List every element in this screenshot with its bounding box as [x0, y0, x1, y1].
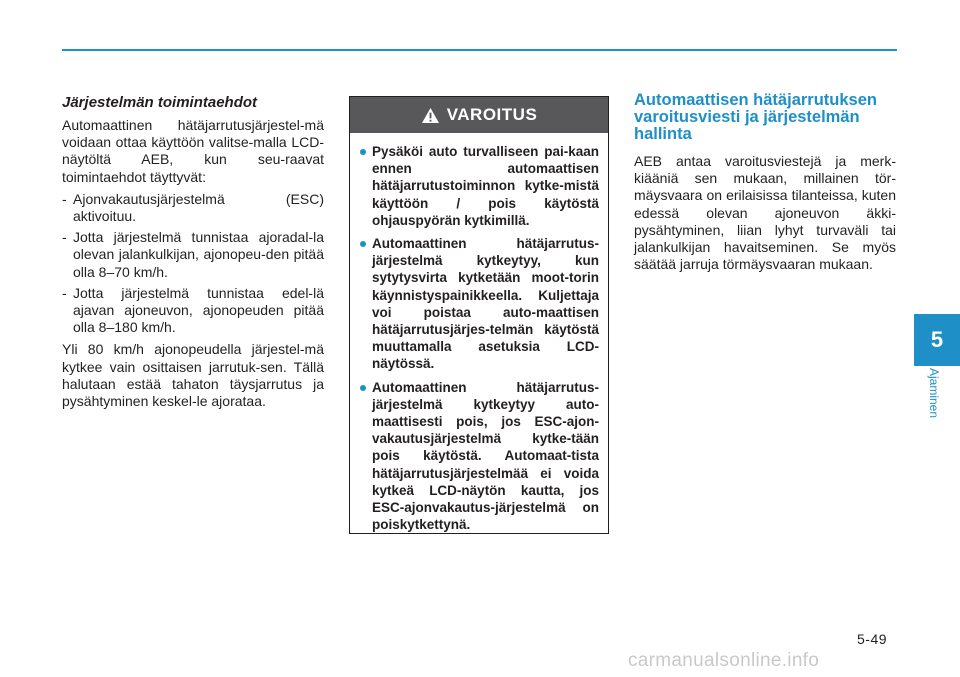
warning-item: Automaattinen hätäjarrutus-järjestelmä kytkeytyy auto-maattisesti pois, jos ESC-ajon-vakautusjärjestelmä kytke-tään pois käytöstä. Automaat-tista hätäjarrutusjärjestelmää ei voida kytkeä LCD-näytön kautta, jos ESC-ajonvakautus-järjestelmä on poiskytkettynä.: [360, 379, 599, 534]
watermark: carmanualsonline.info: [628, 650, 820, 671]
warning-item: Automaattinen hätäjarrutus-järjestelmä kytkeytyy, kun sytytysvirta kytketään moot-torin käynnistyspainikkeella. Kuljettaja voi poistaa auto-maattisen hätäjarrutusjärjes-telmän käytöstä muuttamalla asetuksia LCD-näytössä.: [360, 235, 599, 373]
right-column: [634, 92, 896, 273]
warning-header: [350, 97, 608, 133]
chapter-name: Ajaminen: [927, 368, 941, 419]
intro-paragraph: Automaattinen hätäjarrutusjärjestel-mä voidaan ottaa käyttöön valitse-malla LCD-näytöltä AEB, kun seu-raavat toimintaehdot täyttyvät:: [62, 117, 324, 185]
section-heading: Automaattisen hätäjarrutuksen varoitusviesti ja järjestelmän hallinta: [634, 91, 877, 143]
warning-item: Pysäköi auto turvalliseen pai-kaan ennen automaattisen hätäjarrutustoiminnon kytke-mistä käyttöön / pois käytöstä ohjauspyörän kytkimillä.: [360, 143, 599, 229]
section-subheading: Järjestelmän toimintaehdot: [62, 94, 258, 111]
speed-paragraph: Yli 80 km/h ajonopeudella järjestel-mä kytkee vain osittaisen jarrutuk-sen. Tällä halutaan estää tahaton täysjarrutus ja pysähtyminen keskel-le ajorataa.: [62, 341, 324, 410]
aeb-paragraph: AEB antaa varoitusviestejä ja merk-kiääniä sen mukaan, millainen tör-mäysvaara on erilaisissa tilanteissa, kuten edessä olevan ajoneuvon äkki-pysähtyminen, liian lyhyt turvaväli tai jalankulkijan havaitseminen. Se myös säätää jarruja törmäysvaaran mukaan.: [634, 153, 896, 273]
bullet-icon: [360, 241, 366, 247]
bullet-icon: [360, 385, 366, 391]
warning-body: [350, 133, 608, 533]
condition-item: - Jotta järjestelmä tunnistaa ajoradal-la olevan jalankulkijan, ajonopeu-den pitää olla 8–70 km/h.: [62, 229, 324, 280]
warning-title: VAROITUS: [446, 105, 538, 124]
conditions-list: [62, 191, 324, 337]
bullet-icon: [360, 149, 366, 155]
warning-triangle-icon: [421, 107, 440, 124]
warning-list: [360, 143, 599, 533]
chapter-number-tab: 5: [914, 314, 960, 366]
condition-item: - Jotta järjestelmä tunnistaa edel-lä ajavan ajoneuvon, ajonopeuden pitää olla 8–180 km/h.: [62, 284, 324, 336]
top-rule: [62, 49, 897, 51]
left-column: [62, 92, 324, 410]
page-number: 5-49: [857, 631, 888, 647]
warning-box: [349, 96, 609, 534]
condition-item: - Ajonvakautusjärjestelmä (ESC) aktivoituu.: [62, 190, 324, 225]
